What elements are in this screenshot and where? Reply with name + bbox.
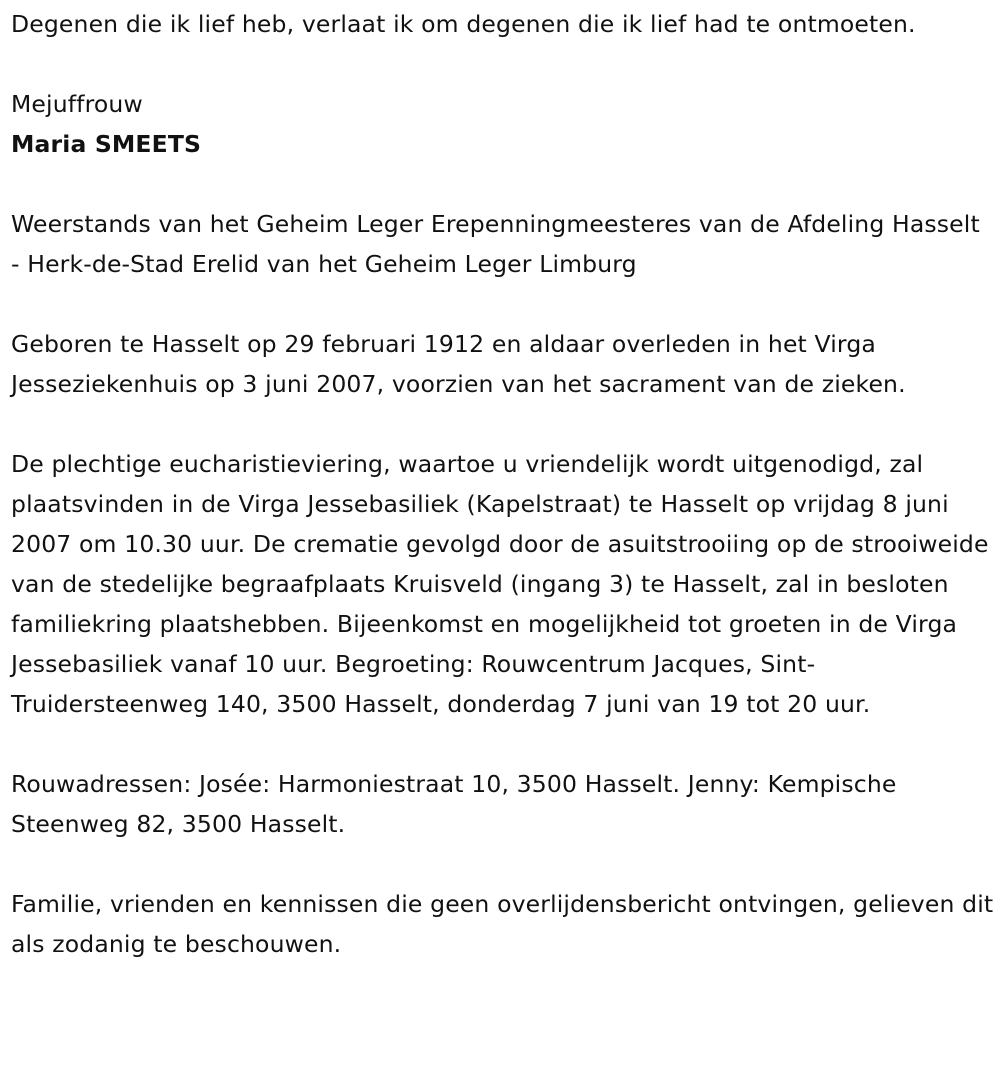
titles-paragraph: Weerstands van het Geheim Leger Erepenningmeesteres van de Afdeling Hasselt - Herk-de-Stad Erelid van het Geheim Leger Limburg — [11, 210, 980, 278]
ceremony-paragraph: De plechtige eucharistieviering, waartoe u vriendelijk wordt uitgenodigd, zal plaatsvinden in de Virga Jessebasiliek (Kapelstraat) te Hasselt op vrijdag 8 juni 2007 om 10.30 uur. De crematie gevolgd door de asuitstrooiing op de strooiweide van de stedelijke begraafplaats Kruisveld (ingang 3) te Hasselt, zal in besloten familiekring plaatshebben. Bijeenkomst en mogelijkheid tot groeten in de Virga Jessebasiliek vanaf 10 uur. Begroeting: Rouwcentrum Jacques, Sint-Truidersteenweg 140, 3500 Hasselt, donderdag 7 juni van 19 tot 20 uur. — [11, 450, 989, 718]
spacer — [11, 844, 996, 884]
spacer — [11, 404, 996, 444]
addresses-paragraph: Rouwadressen: Josée: Harmoniestraat 10, 3500 Hasselt. Jenny: Kempische Steenweg 82, 3500 Hasselt. — [11, 770, 897, 838]
obituary-notice — [11, 4, 996, 964]
closing-paragraph: Familie, vrienden en kennissen die geen overlijdensbericht ontvingen, gelieven dit als zodanig te beschouwen. — [11, 890, 994, 958]
spacer — [11, 724, 996, 764]
spacer — [11, 164, 996, 204]
birth-death-paragraph: Geboren te Hasselt op 29 februari 1912 en aldaar overleden in het Virga Jesseziekenhuis op 3 juni 2007, voorzien van het sacrament van de zieken. — [11, 330, 906, 398]
spacer — [11, 44, 996, 84]
motto-text: Degenen die ik lief heb, verlaat ik om degenen die ik lief had te ontmoeten. — [11, 10, 916, 38]
salutation: Mejuffrouw — [11, 90, 143, 118]
deceased-name: Maria SMEETS — [11, 130, 202, 158]
spacer — [11, 284, 996, 324]
